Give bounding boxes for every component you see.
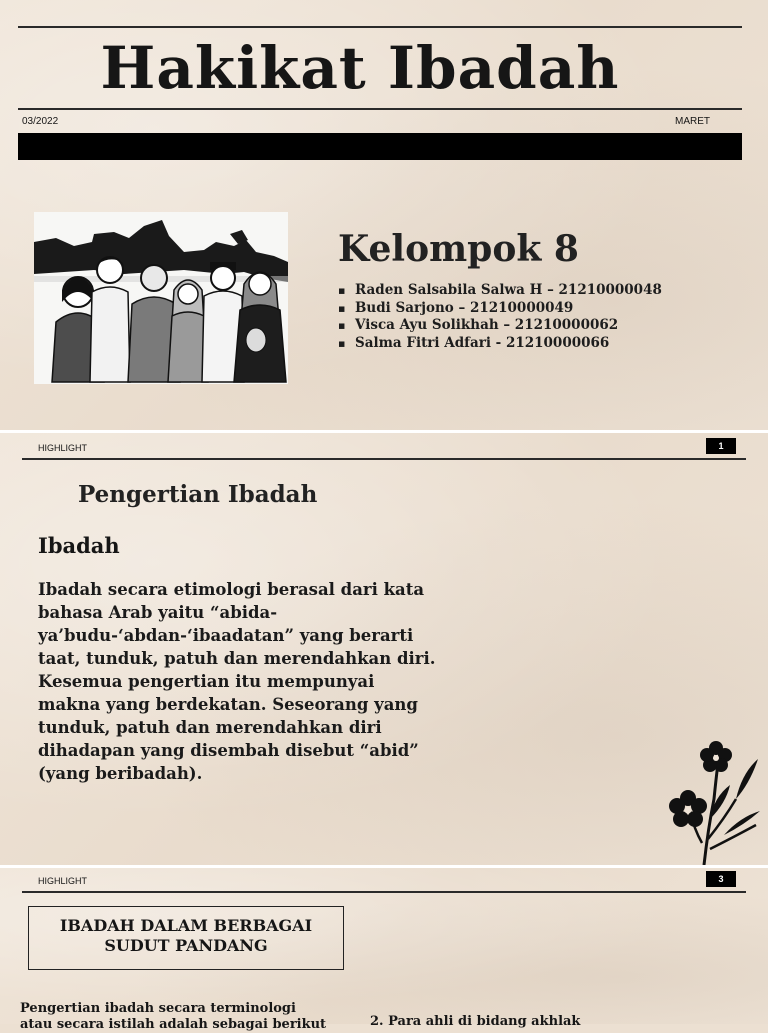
top-rule bbox=[18, 26, 742, 28]
highlight-label: HIGHLIGHT bbox=[38, 443, 88, 453]
page-title: Hakikat Ibadah bbox=[100, 34, 620, 102]
people-illustration bbox=[34, 212, 288, 384]
terminology-text bbox=[20, 1001, 326, 1033]
member-item: ▪ Salma Fitri Adfari - 21210000066 bbox=[338, 335, 662, 353]
perspectives-slide bbox=[0, 868, 768, 1032]
body-line: tunduk, patuh dan merendahkan diri bbox=[38, 718, 382, 737]
body-line: taat, tunduk, patuh dan merendahkan diri. bbox=[38, 649, 436, 668]
highlight-label: HIGHLIGHT bbox=[38, 876, 88, 886]
page-number-badge: 1 bbox=[706, 438, 736, 454]
member-item: ▪ Raden Salsabila Salwa H – 21210000048 bbox=[338, 282, 662, 300]
member-list bbox=[338, 282, 662, 352]
definition-slide bbox=[0, 433, 768, 865]
body-line: (yang beribadah). bbox=[38, 764, 203, 783]
header-rule bbox=[22, 458, 746, 460]
body-text bbox=[38, 578, 478, 785]
section-title: Pengertian Ibadah bbox=[78, 481, 318, 508]
section-heading-box bbox=[28, 906, 344, 970]
section-subtitle: Ibadah bbox=[38, 533, 120, 558]
member-item: ▪ Visca Ayu Solikhah – 21210000062 bbox=[338, 317, 662, 335]
body-line: Ibadah secara etimologi berasal dari kata bbox=[38, 580, 425, 599]
body-line: makna yang berdekatan. Seseorang yang bbox=[38, 695, 418, 714]
body-line: ya’budu-‘abdan-‘ibaadatan” yang berarti bbox=[38, 626, 414, 645]
body-line: bahasa Arab yaitu “abida- bbox=[38, 603, 278, 622]
text-line: Pengertian ibadah secara terminologi bbox=[20, 1001, 296, 1016]
text-line-cut: atau secara istilah adalah sebagai berikut bbox=[20, 1017, 327, 1032]
body-line: Kesemua pengertian itu mempunyai bbox=[38, 672, 375, 691]
date-label: 03/2022 bbox=[22, 116, 59, 127]
title-rule bbox=[18, 108, 742, 110]
heading-line: SUDUT PANDANG bbox=[104, 936, 268, 955]
member-item: ▪ Budi Sarjono – 21210000049 bbox=[338, 300, 662, 318]
cover-slide bbox=[0, 0, 768, 430]
header-rule bbox=[22, 891, 746, 893]
group-title: Kelompok 8 bbox=[338, 228, 579, 270]
list-item: 2. Para ahli di bidang akhlak bbox=[370, 1014, 581, 1029]
page-number-badge: 3 bbox=[706, 871, 736, 887]
header-bar bbox=[18, 133, 742, 160]
flower-decoration-icon bbox=[664, 739, 764, 865]
month-label: MARET bbox=[675, 116, 710, 127]
body-line: dihadapan yang disembah disebut “abid” bbox=[38, 741, 419, 760]
heading-line: IBADAH DALAM BERBAGAI bbox=[59, 916, 313, 935]
